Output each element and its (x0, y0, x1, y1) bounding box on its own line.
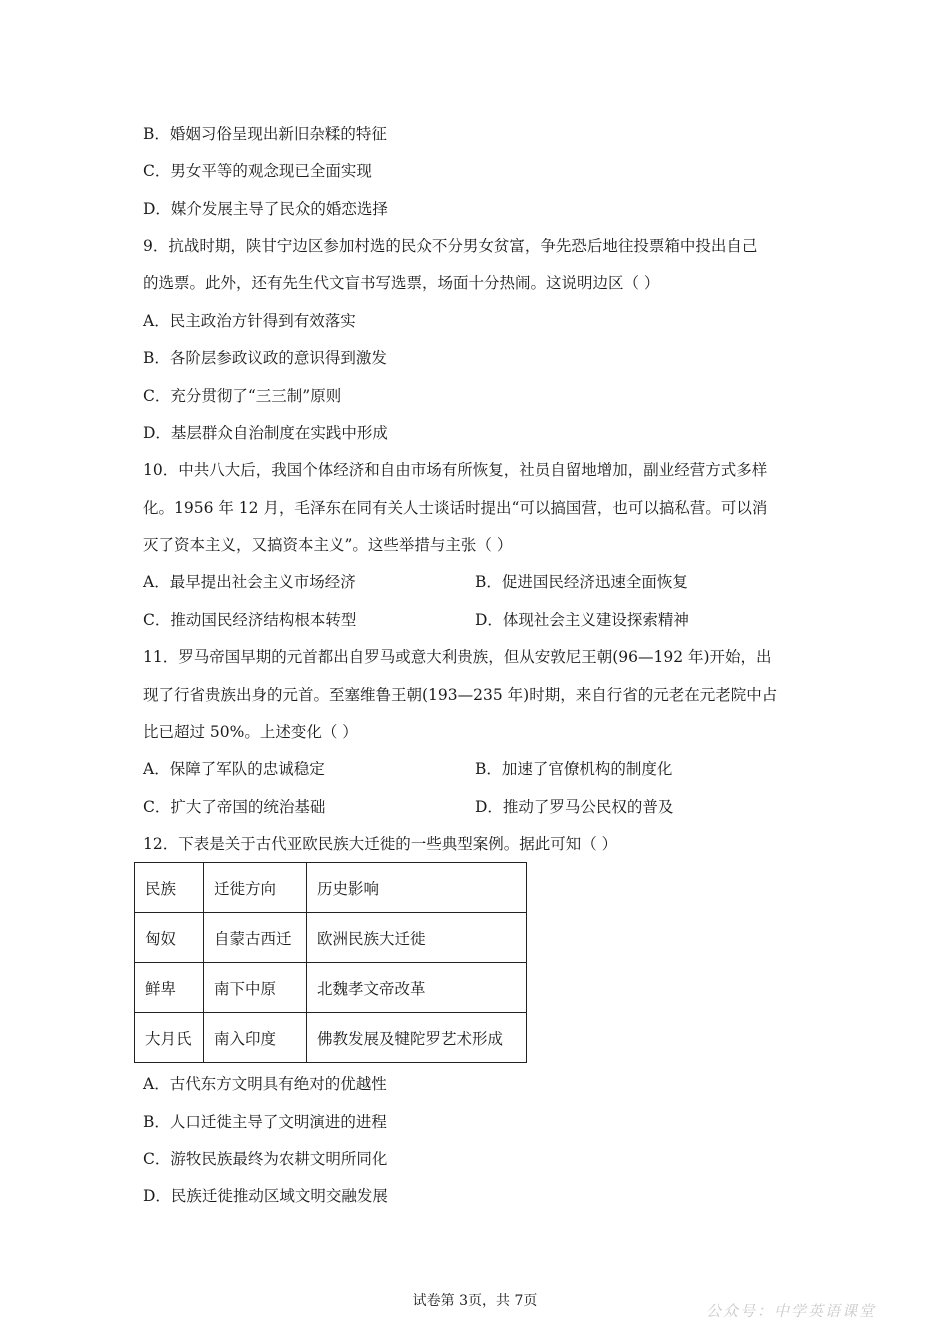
q10-option-a: A．最早提出社会主义市场经济 (143, 573, 356, 591)
q9-stem-line-1: 9．抗战时期，陕甘宁边区参加村选的民众不分男女贫富，争先恐后地往投票箱中投出自己 (143, 237, 758, 255)
table-header-cell: 民族 (135, 863, 204, 913)
table-cell: 大月氏 (135, 1013, 204, 1063)
table-cell: 南下中原 (204, 963, 307, 1013)
table-cell: 自蒙古西迁 (204, 913, 307, 963)
table-cell: 佛教发展及犍陀罗艺术形成 (307, 1013, 527, 1063)
q11-option-b: B．加速了官僚机构的制度化 (475, 760, 673, 778)
q12-option-c: C．游牧民族最终为农耕文明所同化 (143, 1150, 388, 1168)
table-row (135, 1013, 527, 1063)
q10-option-c: C．推动国民经济结构根本转型 (143, 611, 357, 629)
q10-option-d: D．体现社会主义建设探索精神 (475, 611, 689, 629)
table-cell: 鲜卑 (135, 963, 204, 1013)
table-row (135, 963, 527, 1013)
q11-stem-line-3: 比已超过 50%。上述变化（ ） (143, 723, 358, 741)
q9-option-d: D．基层群众自治制度在实践中形成 (143, 424, 388, 442)
q10-option-b: B．促进国民经济迅速全面恢复 (475, 573, 688, 591)
q11-option-c: C．扩大了帝国的统治基础 (143, 798, 326, 816)
q12-stem: 12．下表是关于古代亚欧民族大迁徙的一些典型案例。据此可知（ ） (143, 835, 618, 853)
q12-option-a: A．古代东方文明具有绝对的优越性 (143, 1075, 387, 1093)
q12-option-d: D．民族迁徙推动区域文明交融发展 (143, 1187, 388, 1205)
migration-table (134, 862, 527, 1063)
q12-option-b: B．人口迁徙主导了文明演进的进程 (143, 1113, 387, 1131)
q11-stem-line-2: 现了行省贵族出身的元首。至塞维鲁王朝(193—235 年)时期，来自行省的元老在元老院中占 (143, 686, 778, 704)
q10-stem-line-3: 灭了资本主义，又搞资本主义”。这些举措与主张（ ） (143, 536, 513, 554)
watermark: 公众号：中学英语课堂 (706, 1302, 877, 1320)
q11-option-d: D．推动了罗马公民权的普及 (475, 798, 674, 816)
page-footer: 试卷第 3页，共 7页 (412, 1293, 538, 1309)
table-row (135, 913, 527, 963)
q9-stem-line-2: 的选票。此外，还有先生代文盲书写选票，场面十分热闹。这说明边区（ ） (143, 274, 660, 292)
q8-option-c: C．男女平等的观念现已全面实现 (143, 162, 372, 180)
table-header-cell: 历史影响 (307, 863, 527, 913)
q10-stem-line-1: 10．中共八大后，我国个体经济和自由市场有所恢复，社员自留地增加，副业经营方式多样 (143, 461, 768, 479)
table-cell: 欧洲民族大迁徙 (307, 913, 527, 963)
table-cell: 匈奴 (135, 913, 204, 963)
q10-stem-line-2: 化。1956 年 12 月，毛泽东在同有关人士谈话时提出“可以搞国营，也可以搞私营。可以消 (143, 499, 768, 517)
table-cell: 南入印度 (204, 1013, 307, 1063)
q9-option-a: A．民主政治方针得到有效落实 (143, 312, 356, 330)
table-header-row (135, 863, 527, 913)
q9-option-c: C．充分贯彻了“三三制”原则 (143, 387, 342, 405)
q8-option-d: D．媒介发展主导了民众的婚恋选择 (143, 200, 388, 218)
q8-option-b: B．婚姻习俗呈现出新旧杂糅的特征 (143, 125, 387, 143)
q9-option-b: B．各阶层参政议政的意识得到激发 (143, 349, 387, 367)
table-header-cell: 迁徙方向 (204, 863, 307, 913)
table-cell: 北魏孝文帝改革 (307, 963, 527, 1013)
q11-stem-line-1: 11．罗马帝国早期的元首都出自罗马或意大利贵族，但从安敦尼王朝(96—192 年)开始，出 (143, 648, 772, 666)
q11-option-a: A．保障了军队的忠诚稳定 (143, 760, 325, 778)
